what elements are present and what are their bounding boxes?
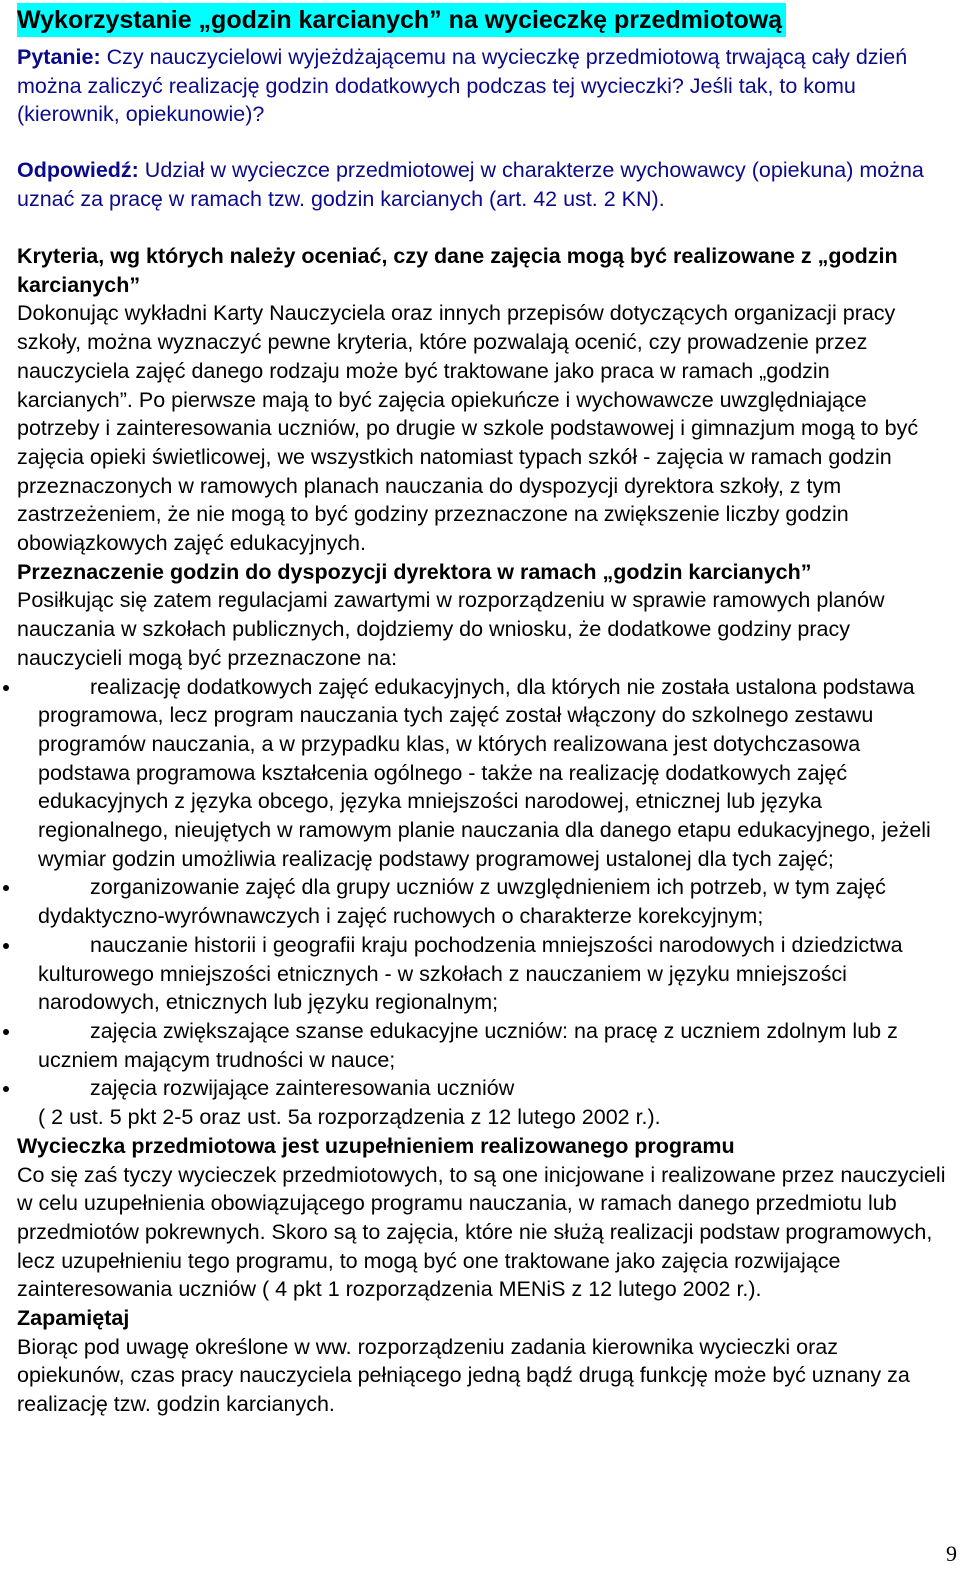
answer-paragraph	[17, 156, 949, 213]
answer-text: Udział w wycieczce przedmiotowej w charakterze wychowawcy (opiekuna) można uznać za pracę w ramach tzw. godzin karcianych (art. 42 ust. 2 KN).	[17, 158, 924, 211]
bullet-icon	[3, 885, 9, 891]
question-paragraph	[17, 43, 949, 129]
allocation-list	[17, 673, 949, 1104]
section-heading-remember: Zapamiętaj	[17, 1306, 130, 1331]
list-item: realizację dodatkowych zajęć edukacyjnych, dla których nie została ustalona podstawa programowa, lecz program nauczania tych zajęć został włączony do szkolnego zestawu programów nauczania, a w przypadku klas, w których realizowana jest dotychczasowa podstawa programowa kształcenia ogólnego - także na realizację dodatkowych zajęć edukacyjnych z języka obcego, języka mniejszości narodowej, etnicznej lub języka regionalnego, nieujętych w ramowym planie nauczania dla danego etapu edukacyjnego, jeżeli wymiar godzin umożliwia realizację podstawy programowej ustalonej dla tych zajęć;	[17, 673, 949, 874]
page-number: 9	[946, 1541, 957, 1566]
section-heading-criteria: Kryteria, wg których należy oceniać, czy dane zajęcia mogą być realizowane z „godzin karcianych”	[17, 244, 898, 297]
section-body-allocation: Posiłkując się zatem regulacjami zawartymi w rozporządzeniu w sprawie ramowych planów nauczania w szkołach publicznych, dojdziemy do wniosku, że dodatkowe godziny pracy nauczycieli mogą być przeznaczone na:	[17, 588, 885, 670]
bullet-icon	[3, 1086, 9, 1092]
bullet-icon	[3, 943, 9, 949]
question-text: Czy nauczycielowi wyjeżdżającemu na wycieczkę przedmiotową trwającą cały dzień można zaliczyć realizację godzin dodatkowych podczas tej wycieczki? Jeśli tak, to komu (kierownik, opiekunowie)?	[17, 45, 908, 127]
section-heading-allocation: Przeznaczenie godzin do dyspozycji dyrektora w ramach „godzin karcianych”	[17, 559, 812, 584]
section-body-trip: Co się zaś tyczy wycieczek przedmiotowych, to są one inicjowane i realizowane przez nauczycieli w celu uzupełnienia obowiązującego programu nauczania, w ramach danego przedmiotu lub przedmiotów pokrewnych. Skoro są to zajęcia, które nie służą realizacji podstaw programowych, lecz uzupełnieniu tego programu, to mogą być one traktowane jako zajęcia rozwijające zainteresowania uczniów ( 4 pkt 1 rozporządzenia MENiS z 12 lutego 2002 r.).	[17, 1162, 946, 1302]
answer-label: Odpowiedź:	[17, 158, 139, 182]
section-body-criteria: Dokonując wykładni Karty Nauczyciela oraz innych przepisów dotyczących organizacji pracy szkoły, można wyznaczyć pewne kryteria, które pozwalają ocenić, czy prowadzenie przez nauczyciela zajęć danego rodzaju może być traktowane jako praca w ramach „godzin karcianych”. Po pierwsze mają to być zajęcia opiekuńcze i wychowawcze uwzględniające potrzeby i zainteresowania uczniów, po drugie w szkole podstawowej i gimnazjum mogą to być zajęcia opieki świetlicowej, we wszystkich natomiast typach szkół - zajęcia w ramach godzin przeznaczonych w ramowych planach nauczania do dyspozycji dyrektora szkoły, z tym zastrzeżeniem, że nie mogą to być godziny przeznaczone na zwiększenie liczby godzin obowiązkowych zajęć edukacyjnych.	[17, 301, 919, 556]
list-item: nauczanie historii i geografii kraju pochodzenia mniejszości narodowych i dziedzictwa kulturowego mniejszości etnicznych - w szkołach z nauczaniem w języku mniejszości narodowych, etnicznych lub języku regionalnym;	[17, 931, 949, 1017]
list-item: zajęcia rozwijające zainteresowania uczniów	[17, 1074, 949, 1103]
section-heading-trip: Wycieczka przedmiotowa jest uzupełnieniem realizowanego programu	[17, 1133, 735, 1158]
question-label: Pytanie:	[17, 45, 101, 69]
main-content	[17, 242, 949, 1419]
bullet-icon	[3, 1029, 9, 1035]
bullet-icon	[3, 685, 9, 691]
list-item: zorganizowanie zajęć dla grupy uczniów z uwzględnieniem ich potrzeb, w tym zajęć dydaktyczno-wyrównawczych i zajęć ruchowych o charakterze korekcyjnym;	[17, 873, 949, 930]
list-item: zajęcia zwiększające szanse edukacyjne uczniów: na pracę z uczniem zdolnym lub z uczniem mającym trudności w nauce;	[17, 1017, 949, 1074]
legal-reference: ( 2 ust. 5 pkt 2-5 oraz ust. 5a rozporządzenia z 12 lutego 2002 r.).	[38, 1105, 661, 1130]
section-body-remember: Biorąc pod uwagę określone w ww. rozporządzeniu zadania kierownika wycieczki oraz opiekunów, czas pracy nauczyciela pełniącego jedną bądź drugą funkcję może być uznany za realizację tzw. godzin karcianych.	[17, 1334, 910, 1417]
page-title: Wykorzystanie „godzin karcianych” na wycieczkę przedmiotową	[17, 3, 786, 37]
